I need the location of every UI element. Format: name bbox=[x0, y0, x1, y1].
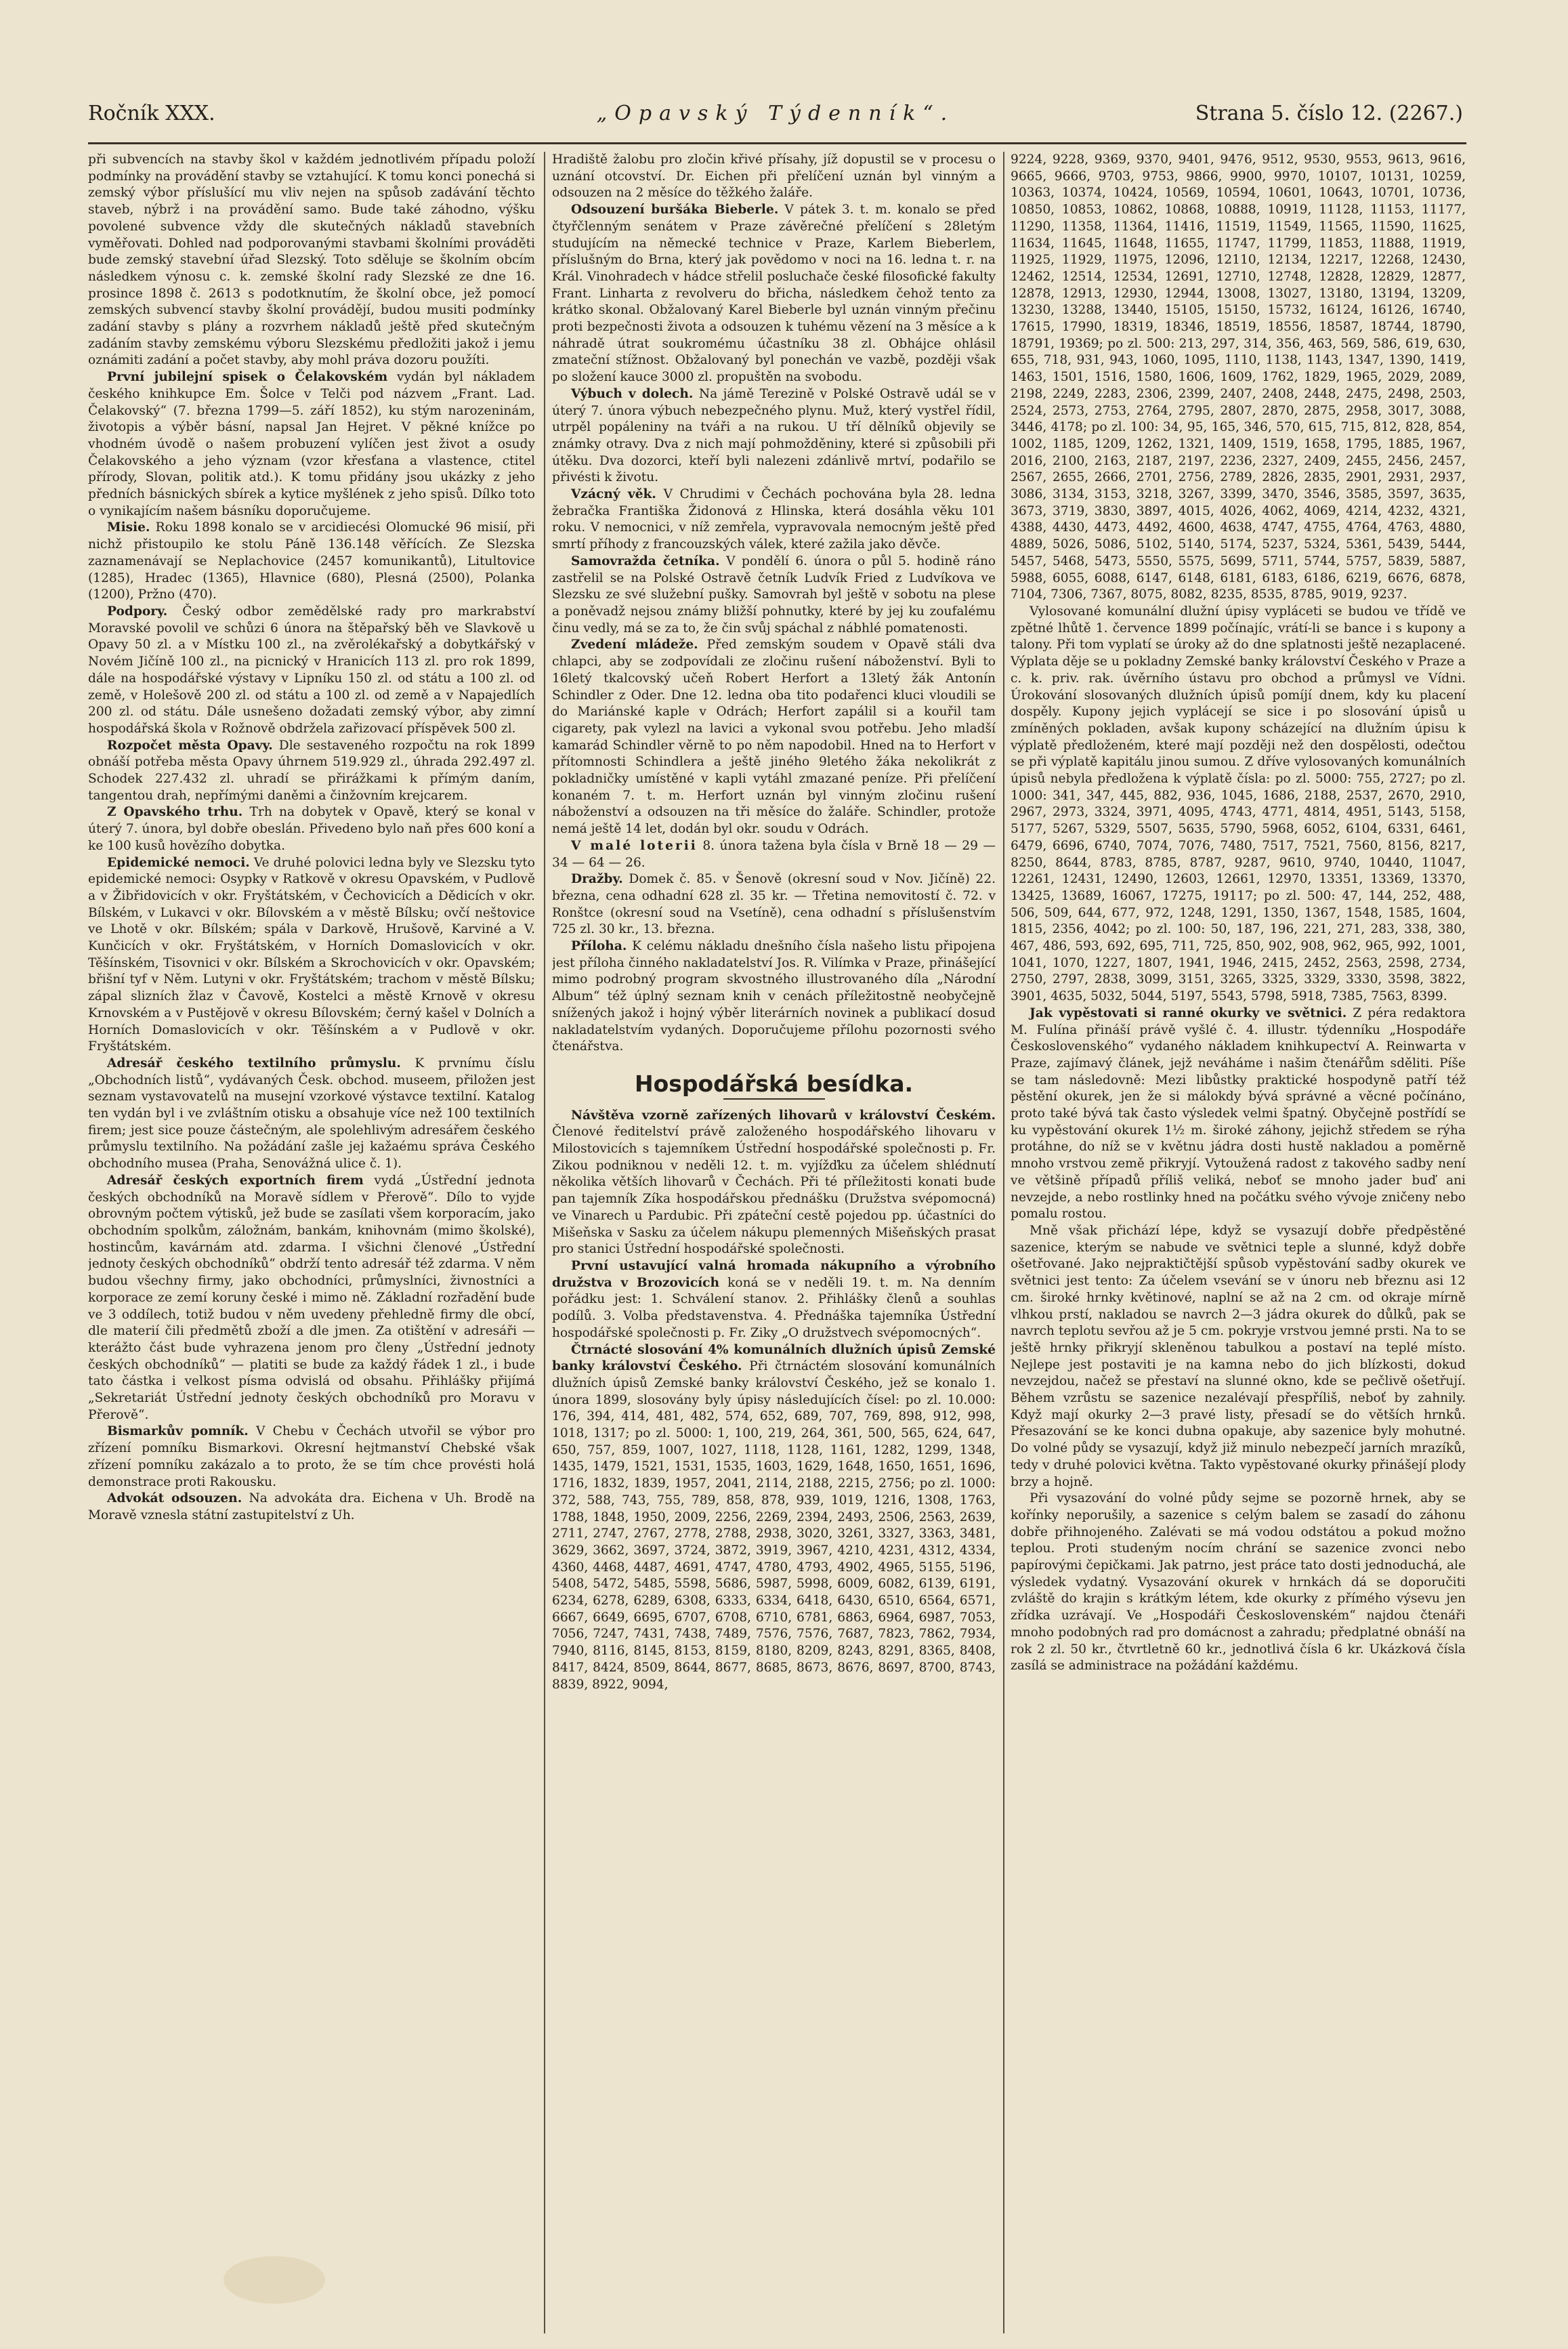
article-body: Trh na dobytek v Opavě, který se konal v úterý 7. února, byl dobře obeslán. Přivedeno bylo naň přes 600 koní a ke 100 kusů hovězího dobytka. bbox=[88, 805, 535, 853]
article-body: 8. února tažena byla čísla v Brně 18 — 29 — 34 — 64 — 26. bbox=[552, 838, 996, 870]
article-bond-payment: Vylosované komunální dlužní úpisy vypláceti se budou ve třídě ve zpětné lhůtě 1. července 1899 počínajíc, vrátí-li se bance i s kupony a talony. Při tom vyplatí se úroky až do dne splatnosti ještě nezaplacené. Výplata děje se u pokladny Zemské banky království Českého v Praze a c. k. priv. rak. úvěrního ústavu pro obchod a průmysl ve Vídni. Úrokování slosovaných dlužních úpisů pomíjí dnem, kdy ku placení dospěly. Kupony jejich vyplácejí se sice i po slosování úpisů u zmíněných pokladen, avšak kupony scházející na dlužním úpisu k výplatě předloženém, které mají později než den dospělosti, odečtou se při výplatě kapitálu jinou sumou. Z dříve vylosovaných komunálních úpisů nebyla předložena k výplatě čísla: po zl. 5000: 755, 2727; po zl. 1000: 341, 347, 445, 882, 936, 1045, 1686, 2188, 2537, 2670, 2910, 2967, 2973, 3324, 3971, 4095, 4743, 4771, 4814, 4951, 5143, 5158, 5177, 5267, 5329, 5507, 5635, 5790, 5968, 6052, 6104, 6331, 6461, 6479, 6696, 6740, 7074, 7076, 7480, 7517, 7521, 7560, 8156, 8217, 8250, 8644, 8783, 8785, 8787, 9287, 9610, 9740, 10440, 11047, 12261, 12431, 12490, 12603, 12661, 12970, 13351, 13369, 13370, 13425, 13689, 16067, 17275, 19117; po zl. 500: 47, 144, 252, 488, 506, 509, 644, 677, 972, 1248, 1291, 1350, 1367, 1548, 1585, 1604, 1815, 2356, 4042; po zl. 100: 50, 187, 196, 221, 271, 283, 338, 380, 467, 486, 593, 692, 695, 711, 725, 850, 902, 908, 962, 965, 992, 1001, 1041, 1070, 1227, 1807, 1941, 1946, 2415, 2452, 2563, 2598, 2734, 2750, 2797, 2838, 3099, 3151, 3265, 3325, 3329, 3330, 3598, 3822, 3901, 4635, 5032, 5044, 5197, 5543, 5798, 5918, 7385, 7563, 8399. bbox=[1011, 604, 1466, 1004]
article-celakovsky bbox=[88, 369, 535, 520]
article-textile-directory bbox=[88, 1056, 535, 1173]
article-heading: Podpory. bbox=[107, 604, 168, 619]
article-body: V Chrudimi v Čechách pochována byla 28. ledna žebračka Františka Židonová z Hlinska, která dosáhla věku 101 roku. V nemocnici, v níž zemřela, vypravovala nemocným ještě před smrtí příhody z francouzských válek, které zažila jako děvče. bbox=[552, 487, 996, 552]
section-rule bbox=[723, 1098, 825, 1100]
article-lawyer-cont: Hradiště žalobu pro zločin křivé přísahy, jíž dopustil se v procesu o uznání otcovství. Dr. Eichen při přelíčení uznán byl vinným a odsouzen na 2 měsíce do těžkého žaláře. bbox=[552, 152, 996, 201]
article-rare-age bbox=[552, 486, 996, 554]
article-mine-explosion bbox=[552, 386, 996, 486]
article-missions bbox=[88, 520, 535, 604]
page-number: Strana 5. číslo 12. (2267.) bbox=[1195, 102, 1463, 125]
article-export-directory bbox=[88, 1173, 535, 1424]
article-heading: Odsouzení buršáka Bieberle. bbox=[571, 203, 779, 217]
article-lawyer bbox=[88, 1491, 535, 1524]
article-body: K prvnímu číslu „Obchodních listů“, vydávaných Česk. obchod. museem, přiložen jest seznam vystavovatelů na musejní vzorkové výstavce textilní. Katalog ten vydán byl i ve zvláštním otisku a obsahuje více než 100 textilních firem; jest sice pouze částečným, ale spolehlivým adresářem českého průmyslu textilního. Na požádání zašle jej kažaému správa Českého obchodního musea (Praha, Senovážná ulice č. 1). bbox=[88, 1056, 535, 1171]
section-heading: Hospodářská besídka. bbox=[634, 1070, 914, 1097]
article-body: V pondělí 6. února o půl 5. hodině ráno zastřelil se na Polské Ostravě četník Ludvík Fried z Ludvíkova ve Slezsku ze své služební pušky. Samovrah byl ještě v sobotu na plese a poněvadž nejsou známy bližší pohnutky, které by jej ku zoufalému činu vedly, má se za to, že čin svůj spáchal z nábhlé pomatenosti. bbox=[552, 554, 996, 636]
article-body: vydá „Ústřední jednota českých obchodníků na Moravě sídlem v Přerově“. Dílo to vyjde obrovným počtem výtisků, jež bude se zasílati všem korporacím, jako obchodním spolkům, záložnám, bankám, knihovnám (mimo školské), hostincům, kavárnám atd. zdarma. I všichni členové „Ústřední jednoty českých obchodníků“ obdrží tento adresář též zdarma. V něm budou všechny firmy, jako obchodníci, průmyslníci, živnostníci a korporace ze zemí koruny české i mimo ně. Základní rozřadění bude ve 3 oddílech, totiž budou v něm uvedeny přehledně firmy dle obcí, dle materií čili předmětů zboží a dle jmen. Za otištění v adresáři — kterážto část bude vyhrazena jenom pro členy „Ústřední jednoty českých obchodníků“ — platiti se bude za každý řádek 1 zl., i bude tato částka i velkost písma odvislá od obsahu. Přihlášky přijímá „Sekretariát Ústřední jednoty českých obchodníků pro Moravu v Přerově“. bbox=[88, 1173, 535, 1422]
article-body: Ve druhé polovici ledna byly ve Slezsku tyto epidemické nemoci: Osypky v Ratkově v okresu Opavském, v Pudlově a v Žibřidovicích v okr. Fryštátském, v Čechovicích a Dědicích v okr. Bílském, v Lukavci v okr. Bílovském a v městě Bílsku; ovčí neštovice ve Lhotě v okr. Bílském; spála v Darkově, Hrušově, Karviné a V. Kunčicích v okr. Fryštátském, v Horních Domaslovicích v okr. Těšínském, Tisovnici v okr. Bílském a Skrochovicích v okr. Opavském; břišní tyf v Něm. Lutyni v okr. Fryštátském; trachom v městě Bílsku; zápal slizních žlaz v Čavově, Kostelci a městě Krnově v okresu Krnovském a v Pustějově v okresu Bílovském; černý kašel v Dolních a Horních Domaslovicích v okr. Těšínském a v Pudlově v okr. Fryštátském. bbox=[88, 855, 535, 1054]
article-epidemics bbox=[88, 855, 535, 1056]
article-body: koná se v neděli 19. t. m. Na denním pořádku jest: 1. Schválení stanov. 2. Přihlášky členů a souhlas podílů. 3. Volba představenstva. 4. Přednáška tajemníka Ústřední hospodářské společnosti p. Fr. Ziky „O družstvech svépomocných“. bbox=[552, 1275, 996, 1340]
article-body: vydán byl nákladem českého knihkupce Em. Šolce v Telči pod názvem „Frant. Lad. Čelakovský“ (7. března 1799—5. září 1852), ku stým narozeninám, životopis a výběr básní, napsal Jan Hejret. V pěkné knížce po vhodném úvodě o našem probuzení vylíčen jest život a osudy Čelakovského a jeho význam (vzor křesťana a vlastence, ctitel přírody, Slovan, politik atd.). K tomu přidány jsou ukázky z jeho předních básnických sbírek a kytice myšlének z jeho spisů. Dílko toto o vynikajícím našem básníku doporučujeme. bbox=[88, 370, 535, 518]
article-heading: Vzácný věk. bbox=[571, 487, 656, 502]
column-1 bbox=[88, 152, 535, 2333]
article-heading: Z Opavského trhu. bbox=[107, 805, 243, 820]
article-heading: Návštěva vzorně zařízených lihovarů v království Českém. bbox=[571, 1108, 996, 1123]
article-heading: Misie. bbox=[107, 520, 150, 535]
article-heading: Jak vypěstovati si ranné okurky ve světnici. bbox=[1030, 1005, 1347, 1020]
article-heading: Adresář českého textilního průmyslu. bbox=[107, 1056, 401, 1070]
column-divider bbox=[544, 152, 545, 2333]
article-gendarme bbox=[552, 554, 996, 638]
paper-stain bbox=[224, 2256, 325, 2304]
page-header bbox=[88, 102, 1463, 134]
article-body: Roku 1898 konalo se v arcidiecési Olomucké 96 misií, při nichž přistoupilo ke stolu Páně 136.148 věřících. Ze Slezska zaznamenávají se Neplachovice (2457 komunikantů), Litultovice (1285), Hradec (1365), Hlavnice (680), Plesná (2500), Polanka (1200), Pržno (470). bbox=[88, 520, 535, 602]
article-body: Před zemským soudem v Opavě stáli dva chlapci, aby se zodpovídali ze zločinu rušení náboženství. Byli to 16letý tkalcovský učeň Robert Herfort a 13letý žák Antonín Schindler z Oder. Dne 12. ledna oba tito podařenci kluci vloudili se do Mariánské kaple v Odrách; Herfort zapálil si a kouřil tam cigarety, pak vylezl na lavici a vykonal svou potřebu. Jeho mladší kamarád Schindler věrně to po něm napodobil. Hned na to Herfort v přítomnosti Schindlera a ještě jiného 9letého žáka nekolikrát z pokladničky umístěné v kapli vytáhl zmazané peníze. Při přelíčení konaném 7. t. m. Herfort uznán byl vinným zločinu rušení náboženství a odsouzen na tři měsíce do žaláře. Schindler, protože nemá ještě 14 let, dodán byl okr. soudu v Odrách. bbox=[552, 638, 996, 837]
article-auctions bbox=[552, 871, 996, 938]
article-body: Z péra redaktora M. Fulína přináší právě vyšlé č. 4. illustr. týdenníku „Hospodáře Československého“ vydaného nákladem knihkupectví A. Reinwarta v Praze, zajímavý článek, jejž neváháme i našim čtenářům sděliti. Píše se tam následovně: Mezi libůstky praktické hospodyně patří též pěstění okurek, jen že si málokdy bývá správné a věcné počínáno, proto také bývá tak často výsledek velmi špatný. Obyčejně postřídí se ku vypěstování okurek 1½ m. široké záhony, jejichž středem se rýha protáhne, do níž se v květnu jádra dosti hustě nakladou a poměrně mnoho vrstvou země přikryjí. Vytoužená radost z takového sadby není ve většině případů příliš veliká, neboť se mnoho jader buď ani nevzejde, a nebo rostlinky hned na počátku svého vývoje zničeny nebo pomalu rostou. bbox=[1011, 1005, 1466, 1222]
article-heading: Samovražda četníka. bbox=[571, 554, 720, 568]
article-cucumbers bbox=[1011, 1005, 1466, 1223]
volume-label: Ročník XXX. bbox=[88, 102, 215, 125]
article-heading: Epidemické nemoci. bbox=[107, 855, 250, 870]
newspaper-title: „Opavský Týdenník“. bbox=[596, 102, 955, 125]
bond-numbers: 9224, 9228, 9369, 9370, 9401, 9476, 9512, 9530, 9553, 9613, 9616, 9665, 9666, 9703, 9753, 9866, 9900, 9970, 10107, 10131, 10259, 10363, 10374, 10424, 10569, 10594, 10601, 10643, 10701, 10736, 10850, 10853, 10862, 10868, 10888, 10919, 11128, 11153, 11177, 11290, 11358, 11364, 11416, 11519, 11549, 11565, 11590, 11625, 11634, 11645, 11648, 11655, 11747, 11799, 11853, 11888, 11919, 11925, 11929, 11975, 12096, 12110, 12134, 12217, 12268, 12430, 12462, 12514, 12534, 12691, 12710, 12748, 12828, 12829, 12877, 12878, 12913, 12930, 12944, 13008, 13027, 13180, 13194, 13209, 13230, 13288, 13440, 15105, 15150, 15732, 16124, 16126, 16740, 17615, 17990, 18319, 18346, 18519, 18556, 18587, 18744, 18790, 18791, 19369; po zl. 500: 213, 297, 314, 356, 463, 569, 586, 619, 630, 655, 718, 931, 943, 1060, 1095, 1110, 1138, 1143, 1347, 1390, 1419, 1463, 1501, 1516, 1580, 1606, 1609, 1762, 1829, 1965, 2029, 2089, 2198, 2249, 2283, 2306, 2399, 2407, 2408, 2448, 2475, 2498, 2503, 2524, 2573, 2753, 2764, 2795, 2807, 2870, 2875, 2958, 3017, 3088, 3446, 4178; po zl. 100: 34, 95, 165, 346, 570, 615, 715, 812, 828, 854, 1002, 1185, 1209, 1262, 1321, 1409, 1519, 1658, 1795, 1885, 1967, 2016, 2100, 2163, 2187, 2197, 2236, 2327, 2409, 2455, 2456, 2457, 2567, 2655, 2666, 2701, 2756, 2789, 2826, 2835, 2901, 2931, 2937, 3086, 3134, 3153, 3218, 3267, 3399, 3470, 3546, 3585, 3597, 3635, 3673, 3719, 3830, 3897, 4015, 4026, 4062, 4069, 4214, 4232, 4321, 4388, 4430, 4473, 4492, 4600, 4638, 4747, 4755, 4764, 4763, 4880, 4889, 5026, 5086, 5102, 5140, 5174, 5237, 5324, 5361, 5439, 5444, 5457, 5468, 5473, 5550, 5575, 5699, 5711, 5744, 5757, 5839, 5887, 5988, 6055, 6088, 6147, 6148, 6181, 6183, 6186, 6219, 6676, 6878, 7104, 7306, 7367, 8075, 8082, 8235, 8535, 8785, 9019, 9237. bbox=[1011, 152, 1466, 602]
article-heading: Adresář českých exportních firem bbox=[107, 1173, 364, 1188]
article-cucumbers-end: Při vysazování do volné půdy sejme se pozorně hrnek, aby se kořínky neporušily, a sazenice s celým balem se zasadí do záhonu dobře přihnojeného. Zalévati se má vodou odstátou a pokud možno teplou. Proti studeným nocím chrání se sazenice zvonci nebo papírovými čepičkami. Jak patrno, jest práce tato dosti jednoduchá, ale výsledek vydatný. Vysazování okurek v hrnkách dá se doporučiti zvláště do krajin s krátkým létem, kde okurky z přímého výsevu jen zřídka uzrávají. Ve „Hospodáři Československém“ najdou čtenáři mnoho podobných rad pro domácnost a zahradu; předplatné obnáší na rok 2 zl. 50 kr., čtvrtletně 60 kr., jednotlivá čísla 6 kr. Ukázková čísla zasílá se administrace na požádání každému. bbox=[1011, 1491, 1466, 1674]
article-cooperative bbox=[552, 1258, 996, 1342]
article-heading: Výbuch v dolech. bbox=[571, 386, 694, 401]
article-body: K celému nákladu dnešního čísla našeho listu připojena jest příloha činného nakladatelství Jos. R. Vilímka v Praze, přinášející mimo podrobný program skvostného illustrovaného díla „Národní Album“ též úplný seznam knih v cenách příležitostně neobyčejně snížených jakož i hojný výběr literárních novinek a publikací dosud nakladatelstvím vydaných. Doporučujeme přílohu pozornosti svého čtenářstva. bbox=[552, 939, 996, 1054]
article-heading: První jubilejní spisek o Čelakovském bbox=[107, 370, 388, 385]
article-heading: Rozpočet města Opavy. bbox=[107, 738, 273, 753]
article-body: V Chebu v Čechách utvořil se výbor pro zřízení pomníku Bismarkovi. Okresní hejtmanství Chebské však zřízení pomníku zakázalo a to proto, že se tím chce provésti holá demonstrace proti Rakousku. bbox=[88, 1424, 535, 1489]
article-body: Domek č. 85. v Šenově (okresní soud v Nov. Jičíně) 22. března, cena odhadní 628 zl. 35 kr. — Třetina nemovitostí č. 72. v Ronštce (okresní soud na Vsetíně), cena odhadní s příslušenstvím 725 zl. 30 kr., 13. března. bbox=[552, 872, 996, 937]
article-body: Při čtrnáctém slosování komunálních dlužních úpisů Zemské banky království Českého, jež se konalo 1. února 1899, slosovány byly úpisy následujících čísel: po zl. 10.000: 176, 394, 414, 481, 482, 574, 652, 689, 707, 769, 898, 912, 998, 1018, 1317; po zl. 5000: 1, 100, 219, 264, 361, 500, 565, 624, 647, 650, 757, 859, 1007, 1027, 1118, 1128, 1161, 1282, 1299, 1348, 1435, 1479, 1521, 1531, 1535, 1603, 1629, 1648, 1650, 1651, 1696, 1716, 1832, 1839, 1957, 2041, 2114, 2188, 2215, 2756; po zl. 1000: 372, 588, 743, 755, 789, 858, 878, 939, 1019, 1216, 1308, 1763, 1788, 1848, 1950, 2009, 2256, 2269, 2394, 2493, 2506, 2563, 2639, 2711, 2747, 2767, 2778, 2788, 2938, 3020, 3261, 3327, 3363, 3481, 3629, 3662, 3697, 3724, 3872, 3919, 3967, 4210, 4231, 4312, 4334, 4360, 4468, 4487, 4691, 4747, 4780, 4793, 4902, 4965, 5155, 5196, 5408, 5472, 5485, 5598, 5686, 5987, 5998, 6009, 6082, 6139, 6191, 6234, 6278, 6289, 6308, 6333, 6334, 6418, 6430, 6510, 6564, 6571, 6667, 6649, 6695, 6707, 6708, 6710, 6781, 6863, 6964, 6987, 7053, 7056, 7247, 7431, 7438, 7489, 7576, 7576, 7687, 7823, 7862, 7934, 7940, 8116, 8145, 8153, 8159, 8180, 8209, 8243, 8291, 8365, 8408, 8417, 8424, 8509, 8644, 8677, 8685, 8673, 8676, 8697, 8700, 8743, 8839, 8922, 9094, bbox=[552, 1359, 996, 1692]
column-divider bbox=[1003, 152, 1004, 2333]
article-heading: První ustavující valná hromada nákupního a výrobního družstva v Brozovicích bbox=[552, 1259, 996, 1290]
article-heading: Dražby. bbox=[571, 872, 623, 887]
article-budget bbox=[88, 738, 535, 805]
article-heading: Zvedení mládeže. bbox=[571, 638, 698, 652]
article-body: V pátek 3. t. m. konalo se před čtyřčlenným senátem v Praze závěrečné přelíčení s 28letým studujícím na německé technice v Praze, Karlem Bieberlem, příslušným do Brna, který jak povědomo v noci na 16. ledna t. r. na Král. Vinohradech v hádce střelil posluchače české filosofické fakulty Frant. Linharta z revolveru do břicha, následkem čehož tento za krátko skonal. Obžalovaný Karel Bieberle byl uznán vinným přečinu proti bezpečnosti života a odsouzen k tuhému vězení na 3 měsíce a k náhradě útrat soukromému účastníku 38 zl. Obhájce ohlásil zmateční stížnost. Obžalovaný byl ponechán ve vazbě, později však po složení kauce 3000 zl. propuštěn na svobodu. bbox=[552, 203, 996, 385]
article-supplement bbox=[552, 938, 996, 1056]
article-youth bbox=[552, 637, 996, 837]
article-distilleries bbox=[552, 1108, 996, 1258]
article-market bbox=[88, 804, 535, 854]
header-rule bbox=[88, 142, 1466, 144]
article-heading: Čtrnácté slosování 4% komunálních dlužních úpisů Zemské banky království Českého. bbox=[552, 1342, 996, 1374]
article-bieberle bbox=[552, 202, 996, 386]
article-body: Český odbor zemědělské rady pro markrabství Moravské povolil ve schůzi 6 února na štěpařský běh ve Slavkově u Opavy 50 zl. a v Místku 100 zl., na zvěrolékařský a dobytkářský v Novém Jičíně 100 zl., na picnický v Hranicích 113 zl. pro rok 1899, dále na hospodářské výstavy v Lipníku 150 zl. od státu a 100 zl. od země, v Holešově 200 zl. od státu a 100 zl. od země a v Napajedlích 200 zl. od státu. Dále usnešeno dožadati zemský výbor, aby zimní hospodářská škola v Rožnově obdržela zařizovací příspěvek 500 zl. bbox=[88, 604, 535, 736]
article-heading: Příloha. bbox=[571, 939, 627, 954]
article-cucumbers-cont: Mně však přichází lépe, když se vysazují dobře předpěstěné sazenice, kterým se nabude ve světnici teple a slunné, když dobře ošetřované. Jako nejpraktičtější spůsob vypěstování sadby okurek ve světnici jest tento: Za účelem vsevání se v únoru neb březnu asi 12 cm. široké hrnky květinové, naplní se až na 2 cm. od okraje mírně vlhkou prstí, nakladou se navrch 2—3 jádra okurek do důlků, pak se navrch teplotu sevřou až je 5 cm. pokryje vrstvou jemné prsti. Na to se ještě hrnky přikryjí skleněnou tabulkou a postaví na teplé místo. Nejlepe jest postaviti je na kamna nebo do jich blízkosti, dokud nevzejdou, načež se přestaví na slunné okno, kde se pečlivě ošetřují. Během vzrůstu se sazenice nezalévají přespříliš, neboť by zahnily. Když mají okurky 2—3 pravé listy, přesadí se do větších hrnků. Přesazování se ke konci dubna opakuje, aby sazenice byly mohutné. Do volné půdy se vysazují, když již minulo nebezpečí jarních mrazíků, tedy v druhé polovici května. Takto vypěstované okurky přinášejí plody brzy a hojně. bbox=[1011, 1224, 1466, 1489]
article-heading: V malé loterii bbox=[571, 838, 698, 853]
article-bond-draw bbox=[552, 1342, 996, 1694]
column-3 bbox=[1011, 152, 1466, 2333]
column-2 bbox=[552, 152, 996, 2333]
article-heading: Advokát odsouzen. bbox=[107, 1491, 242, 1506]
article-heading: Bismarkův pomník. bbox=[107, 1424, 249, 1439]
article-body: Na jámě Terezině v Polské Ostravě udál se v úterý 7. února výbuch nebezpečného plynu. Muž, který vystřel řídil, utrpěl popáleniny na tváři a na rukou. U tří dělníků objevily se známky otravy. Dva z nich mají pohmožděniny, které si způsobili při útěku. Dva dozorci, kteří byli nalezeni zdánlivě mrtví, podařilo se přivésti k životu. bbox=[552, 386, 996, 485]
article-bismarck bbox=[88, 1423, 535, 1491]
article-lottery bbox=[552, 838, 996, 871]
article-body: Na advokáta dra. Eichena v Uh. Brodě na Moravě vznesla státní zastupitelství z Uh. bbox=[88, 1491, 535, 1522]
article-school-subsidies: při subvencích na stavby škol v každém jednotlivém případu položí podmínky na provádění stavby se vztahující. K tomu konci ponechá si zemský výbor příslušící mu vliv nejen na spůsob zadávání těchto staveb, nýbrž i na provádění samo. Bude také záhodno, výšku povolené subvence vždy dle skutečných nákladů stavebních vyměřovati. Dohled nad podporovanými stavbami školními prováděti bude zemský stavební úřad Slezský. Toto sděluje se školním obcím následkem výnosu c. k. zemské školní rady Slezské ze dne 16. prosince 1898 č. 2613 s podotknutím, že školní obce, jež pomocí zemských subvencí stavby školní provádějí, budou musiti podmínky zadání stavby s plány a rozvrhem nákladů ještě před skutečným zadáním stavby zemskému výboru Slezskému předložiti jakož i jemu oznámiti zadání a počet stavby, aby mohl práva dozoru použíti. bbox=[88, 152, 535, 368]
article-subsidies bbox=[88, 604, 535, 738]
article-body: Členové ředitelství právě založeného hospodářského lihovaru v Milostovicích s tajemníkem Ústřední hospodářské společnosti p. Fr. Zikou podniknou v neděli 12. t. m. vyjížďku za účelem shlédnutí několika větších lihovarů v Čechách. Při té příležitosti konati bude pan tajemník Zíka hospodářskou přednášku (Družstva svépomocná) ve Vinarech u Pardubic. Při zpáteční cestě pojedou pp. účastníci do Mišeňska v Sasku za účelem nákupu plemenných Mišeňských prasat pro stanici Ústřední hospodářské společnosti. bbox=[552, 1125, 996, 1257]
article-body: Dle sestaveného rozpočtu na rok 1899 obnáší potřeba města Opavy úhrnem 519.929 zl., úhrada 292.497 zl. Schodek 227.432 zl. uhradí se přirážkami k přímým daním, tangentou drah, nepřímými daněmi a činžovním krejcarem. bbox=[88, 738, 535, 803]
